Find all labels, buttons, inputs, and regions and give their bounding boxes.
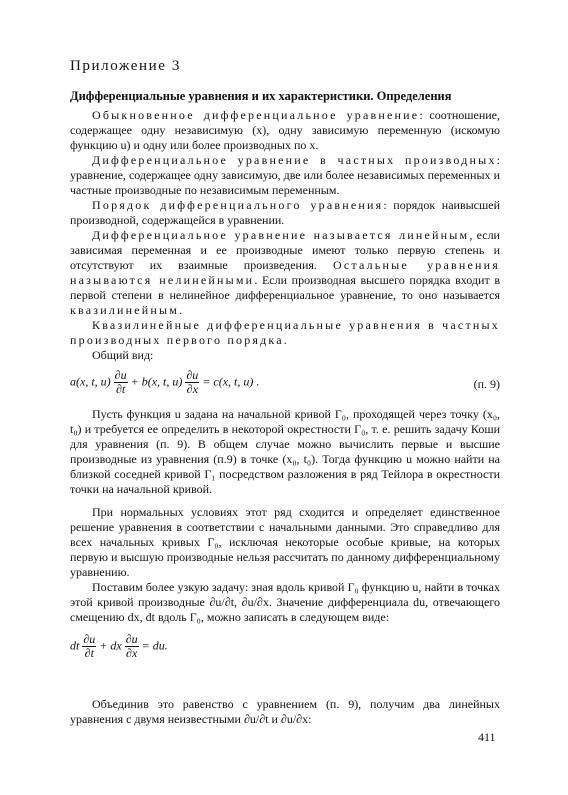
fraction-denominator: ∂x <box>186 382 198 396</box>
fraction-numerator: ∂u <box>114 368 127 382</box>
paragraph-linear <box>70 228 500 318</box>
equation-differential-body <box>70 633 168 660</box>
paragraph-narrow-task: Поставим более узкую задачу: зная вдоль кривой Γ₀ функцию u, найти в точках этой кривой производные ∂u/∂t, ∂u/∂x. Значение дифференциала du, отвечающего смещению dx, dt вдоль Γ₀, можно записать в следующем виде: <box>70 580 500 624</box>
paragraph-combine: Объединив это равенство с уравнением (п. 9), получим два линейных уравнения с двумя неизвестными ∂u/∂t и ∂u/∂x: <box>70 697 500 726</box>
term-quasilinear: квазилинейным <box>70 303 180 317</box>
fraction-numerator: ∂u <box>83 632 96 646</box>
fraction-du-dt <box>82 633 96 660</box>
equation-term-b: + b(x, t, u) <box>130 374 183 389</box>
paragraph-nonlinear-text: . Если производная высшего порядка входит в первой степени в нелинейное дифференциальное уравнение, то оно называется <box>70 273 501 302</box>
equation-term-dx: + dx <box>99 638 122 653</box>
paragraph-quasilinear-heading: Квазилинейные дифференциальные уравнения в частных производных первого порядка. <box>70 318 500 347</box>
equation-rhs: = du. <box>141 638 168 653</box>
term-order: Порядок дифференциального уравнения <box>92 198 384 212</box>
paragraph-cauchy: Пусть функция u задана на начальной кривой Γ₀, проходящей через точку (x₀, t₀) и требуется ее определить в некоторой окрестности Γ₀, т. е. решить задачу Коши для уравнения (п. 9). В общем случае можно вычислить первые и высшие производные из уравнения (п.9) в точке (x₀, t₀). Тогда функцию u можно найти на близкой соседней кривой Γ₁ посредством разложения в ряд Тейлора в окрестности точки на начальной кривой. <box>70 407 500 496</box>
fraction-numerator: ∂u <box>125 632 138 646</box>
fraction-numerator: ∂u <box>186 368 199 382</box>
term-nonlinear: Остальные уравнения называются нелинейными <box>70 258 500 287</box>
section-title: Дифференциальные уравнения и их характеристики. Определения <box>70 89 452 103</box>
paragraph-pde <box>70 153 500 198</box>
paragraph-linear-text: , если зависимая переменная и ее производные имеют только первую степень и отсутствуют их взаимные произведения. <box>70 228 500 272</box>
paragraph-ode <box>70 108 500 153</box>
fraction-denominator: ∂x <box>126 646 138 660</box>
paragraph-order-text: : порядок наивысшей производной, содержащейся в уравнении. <box>70 198 500 227</box>
paragraph-ode-text: : соотношение, содержащее одну независимую (x), одну зависимую переменную (искомую функцию u) и одну или более производных по x. <box>70 108 500 152</box>
paragraph-convergence: При нормальных условиях этот ряд сходится и определяет единственное решение уравнения в соответствии с начальными данными. Это справедливо для всех начальных кривых Γ₀, исключая некоторые особые кривые, на которых первую и высшую производные нельзя рассчитать по данному дифференциальному уравнению. <box>70 505 500 579</box>
paragraph-linear-end: . <box>179 303 183 317</box>
page-number: 411 <box>478 730 496 744</box>
fraction-denominator: ∂t <box>84 646 94 660</box>
paragraph-pde-text: : уравнение, содержащее одну зависимую, две или более независимых переменных и частные производные по независимым переменным. <box>70 153 500 197</box>
fraction-du-dx <box>125 633 139 660</box>
fraction-du-dx <box>185 369 199 396</box>
term-linear: Дифференциальное уравнение называется линейным <box>92 228 470 242</box>
paragraph-order <box>70 198 500 228</box>
body-text <box>70 108 500 727</box>
fraction-denominator: ∂t <box>115 382 126 396</box>
equation-term-dt: dt <box>70 638 80 653</box>
equation-rhs: = c(x, t, u) . <box>202 374 260 389</box>
paragraph-general-form: Общий вид: <box>92 348 154 362</box>
fraction-du-dt <box>114 369 128 396</box>
term-pde: Дифференциальное уравнение в частных производных <box>92 153 497 167</box>
equation-p9 <box>70 367 500 401</box>
equation-differential <box>70 631 500 671</box>
equation-p9-body <box>70 369 259 396</box>
equation-number: (п. 9) <box>473 377 500 391</box>
appendix-header: Приложение 3 <box>70 58 181 74</box>
equation-term-a: a(x, t, u) <box>70 374 111 389</box>
term-ode: Обыкновенное дифференциальное уравнение <box>92 108 420 122</box>
